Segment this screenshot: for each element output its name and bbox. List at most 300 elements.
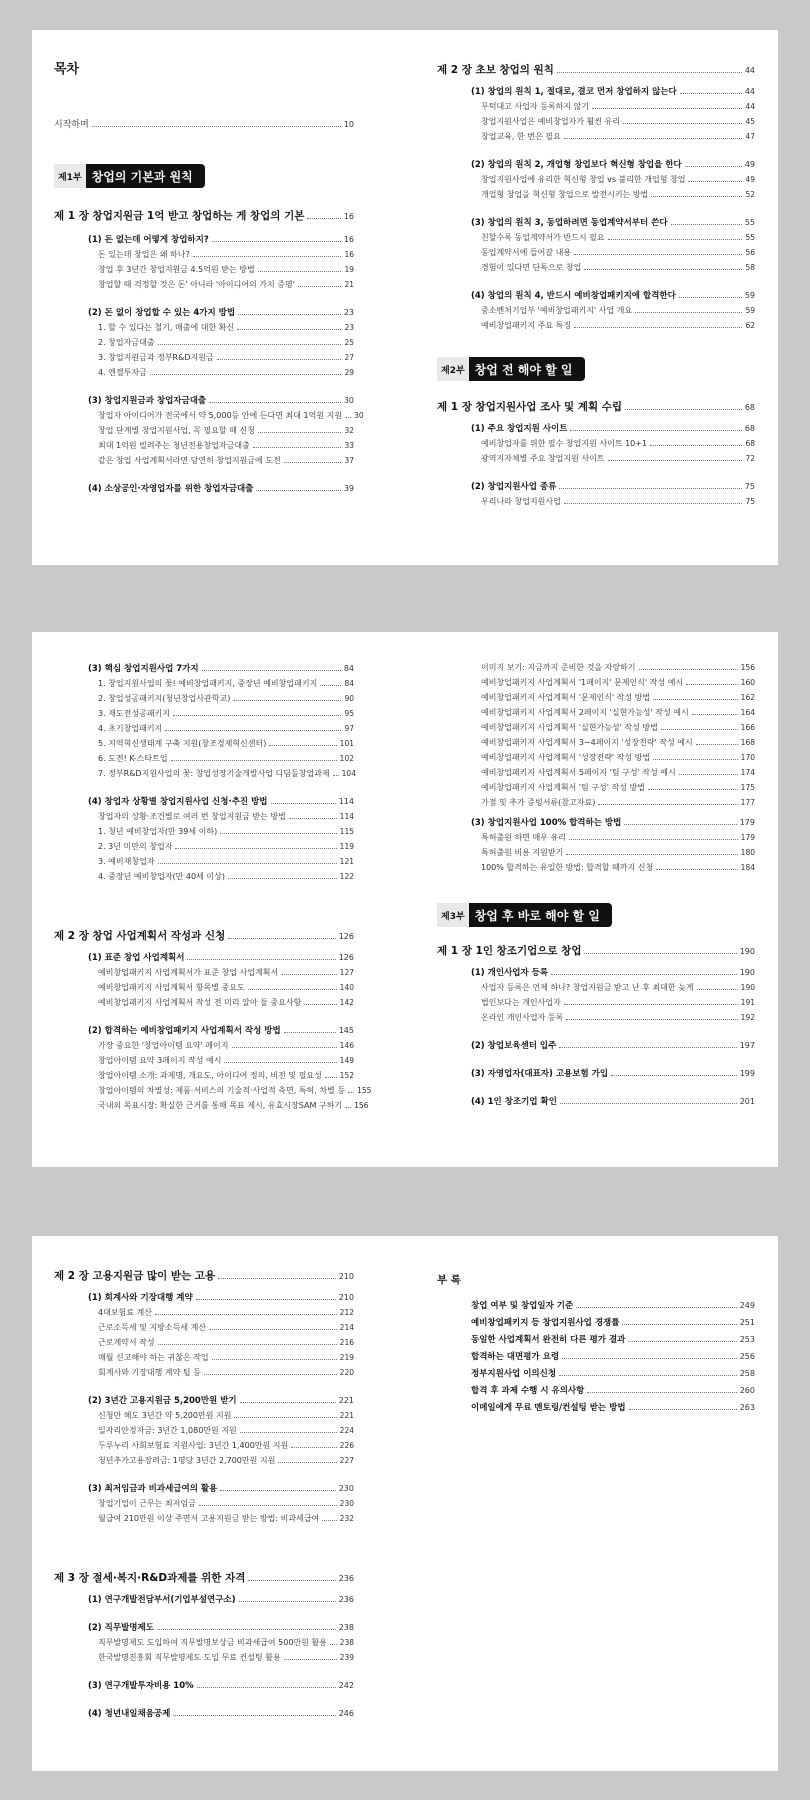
- toc-groups: [88, 233, 364, 494]
- leader-dots: [158, 1344, 337, 1345]
- toc-item-label: 2. 3년 미만의 창업자: [98, 842, 173, 851]
- leader-dots: [271, 803, 336, 804]
- toc-item-page: 27: [344, 353, 354, 362]
- toc-section: [88, 306, 354, 318]
- toc-item: [98, 367, 354, 378]
- toc-groups: [88, 1291, 354, 1524]
- toc-item-label: 두루누리 사회보험료 지원사업: 3년간 1,400만원 지원: [98, 1441, 289, 1450]
- toc-item: [98, 678, 354, 689]
- leader-dots: [173, 1715, 335, 1716]
- toc-item-page: 156: [354, 1101, 369, 1110]
- toc-item: [98, 811, 354, 822]
- toc-item-page: 37: [344, 456, 354, 465]
- leader-dots: [232, 1047, 337, 1048]
- leader-dots: [202, 670, 341, 671]
- toc-item-page: 190: [740, 983, 755, 992]
- toc-section-items: [98, 322, 354, 378]
- leader-dots: [679, 774, 738, 775]
- toc-item-page: 212: [339, 1308, 354, 1317]
- toc-item-label: 3. 예비재창업자: [98, 857, 155, 866]
- toc-item: [481, 982, 755, 993]
- toc-item: [98, 1337, 354, 1348]
- toc-item-page: 33: [344, 441, 354, 450]
- toc-item-page: 221: [339, 1411, 354, 1420]
- toc-item-page: 226: [339, 1441, 354, 1450]
- leader-dots: [686, 684, 738, 685]
- toc-item-page: 101: [339, 739, 354, 748]
- toc-item-page: 191: [740, 998, 755, 1007]
- appendix-item-label: 동일한 사업계획서 완전히 다른 평가 결과: [471, 1335, 626, 1345]
- toc-item-label: 직무발명제도 도입하여 직무발명보상금 비과세급여 500만원 활용: [98, 1638, 327, 1647]
- toc-item: [481, 782, 755, 793]
- leader-dots: [150, 374, 342, 375]
- leader-dots: [209, 1329, 337, 1330]
- toc-item-page: 149: [339, 1056, 354, 1065]
- toc-groups: [88, 951, 372, 1111]
- toc-item-page: 72: [745, 454, 755, 463]
- toc-section-page: 84: [343, 664, 354, 673]
- toc-section: [471, 1067, 755, 1079]
- leader-dots: [155, 1314, 337, 1315]
- toc-item: [481, 262, 755, 273]
- toc-item-page: 119: [339, 842, 354, 851]
- leader-dots: [258, 432, 342, 433]
- toc-item: [98, 410, 364, 421]
- toc-item-label: 창업아이템 소개: 과제명, 개요도, 아이디어 정의, 비전 및 필요성: [98, 1071, 322, 1080]
- leader-dots: [238, 314, 341, 315]
- leader-dots: [158, 344, 342, 345]
- leader-dots: [624, 824, 736, 825]
- toc-section-label: (4) 1인 창조기업 확인: [471, 1097, 557, 1107]
- toc-section: [471, 216, 755, 228]
- toc-item-page: 232: [339, 1514, 354, 1523]
- toc-item-label: 창업지원사업에 유리한 혁신형 창업 vs 불리한 개업형 창업: [481, 175, 686, 184]
- toc-item-label: 4대보험료 계산: [98, 1308, 153, 1317]
- toc-item-label: 온라인 개인사업자 등록: [481, 1013, 564, 1022]
- leader-dots: [171, 760, 337, 761]
- toc-section-page: 49: [744, 160, 755, 169]
- toc-item-label: 사업자 등록은 언제 하나? 창업지원금 받고 난 후 최대한 늦게: [481, 983, 694, 992]
- toc-item: [98, 440, 354, 451]
- toc-item-label: 돈 있는데 창업은 왜 하나?: [98, 250, 190, 259]
- toc-item: [481, 707, 755, 718]
- leader-dots: [196, 1299, 336, 1300]
- toc-section-page: 126: [338, 953, 354, 962]
- leader-dots: [258, 271, 342, 272]
- toc-section-page: 221: [338, 1396, 354, 1405]
- toc-item: [98, 768, 354, 779]
- toc-item: [98, 856, 354, 867]
- toc-item: [98, 1513, 354, 1524]
- toc-item-page: 230: [339, 1499, 354, 1508]
- toc-item: [98, 738, 354, 749]
- toc-section: [88, 1707, 354, 1719]
- toc-item: [481, 662, 755, 673]
- leader-dots: [175, 848, 336, 849]
- toc-item-page: 220: [339, 1368, 354, 1377]
- toc-item-page: 122: [339, 872, 354, 881]
- toc-item-label: 가장 중요한 '창업아이템 요약' 페이지: [98, 1041, 229, 1050]
- toc-section-page: 68: [744, 424, 755, 433]
- toc-item-page: 160: [740, 678, 755, 687]
- toc-item-page: 58: [745, 263, 755, 272]
- toc-section: [471, 816, 755, 828]
- toc-item-label: 1. 청년 예비창업자(만 39세 이하): [98, 827, 218, 836]
- leader-dots: [239, 1601, 336, 1602]
- toc-item-label: 청년추가고용장려금: 1명당 3년간 2,700만원 지원: [98, 1456, 276, 1465]
- chapter-row: 제 1 장 창업지원금 1억 받고 창업하는 게 창업의 기본 16: [54, 210, 354, 222]
- leader-dots: [598, 804, 737, 805]
- toc-item-page: 29: [344, 368, 354, 377]
- toc-item-label: 예비창업패키지 사업계획서 2페이지 '실현가능성' 작성 예시: [481, 708, 689, 717]
- toc-item-page: 30: [354, 411, 364, 420]
- appendix-items: [471, 1299, 755, 1413]
- toc-item: [481, 767, 755, 778]
- toc-item: [481, 496, 755, 507]
- toc-item-page: 180: [740, 848, 755, 857]
- toc-section: [88, 1621, 354, 1633]
- toc-item-page: 156: [740, 663, 755, 672]
- leader-dots: [228, 878, 337, 879]
- toc-item-label: 국내외 목표시장: 확실한 근거를 통해 목표 제시, 유효시장SAM 구하기: [98, 1101, 343, 1110]
- toc-item: [98, 871, 354, 882]
- toc-item-label: 동업계약서에 들어갈 내용: [481, 248, 572, 257]
- toc-item: [98, 425, 354, 436]
- toc-item-label: 예비창업패키지 사업계획서 '팀 구성' 작성 방법: [481, 783, 645, 792]
- part-1-badge: 제1부 창업의 기본과 원칙: [54, 164, 354, 188]
- toc-section-label: (3) 자영업자(대표자) 고용보험 가입: [471, 1069, 609, 1079]
- leader-dots: [560, 1103, 737, 1104]
- leader-dots: [187, 959, 335, 960]
- toc-item: [481, 453, 755, 464]
- appendix-item-label: 정부지원사업 이의신청: [471, 1369, 557, 1379]
- toc-item-label: 법인보다는 개인사업자: [481, 998, 561, 1007]
- toc-section: [88, 1291, 354, 1303]
- leader-dots: [320, 685, 341, 686]
- leader-dots: [608, 460, 743, 461]
- toc-item-label: 같은 창업 사업계획서라면 당연히 창업지원금에 도전: [98, 456, 281, 465]
- leader-dots: [653, 699, 738, 700]
- leader-dots: [158, 863, 337, 864]
- toc-page-1: [32, 30, 778, 565]
- toc-item-label: 6. 도전! K-스타트업: [98, 754, 168, 763]
- toc-section-items: [481, 232, 755, 273]
- toc-section: [88, 662, 354, 674]
- toc-item-label: 4. 중장년 예비창업자(만 40세 이상): [98, 872, 225, 881]
- toc-section: [88, 233, 354, 245]
- toc-item-label: 예비창업자를 위한 필수 창업지원 사이트 10+1: [481, 439, 648, 448]
- leader-dots: [193, 256, 342, 257]
- leader-dots: [240, 1402, 336, 1403]
- toc-section-label: (1) 표준 창업 사업계획서: [88, 953, 185, 963]
- toc-section-page: 230: [338, 1484, 354, 1493]
- toc-section-items: [98, 811, 354, 882]
- toc-item-label: 100% 합격하는 유일한 방법: 합격할 때까지 신청: [481, 863, 654, 872]
- toc-item-label: 3. 창업지원금과 정부R&D지원금: [98, 353, 214, 362]
- toc-section: [88, 1593, 354, 1605]
- toc-item-page: 59: [745, 306, 755, 315]
- toc-item: [481, 832, 755, 843]
- toc-item: [98, 1085, 372, 1096]
- toc-section-page: 242: [338, 1681, 354, 1690]
- toc-section-page: 59: [744, 291, 755, 300]
- toc-section-label: (4) 창업의 원칙 4, 반드시 예비창업패키지에 합격한다: [471, 291, 676, 301]
- toc-item: [481, 320, 755, 331]
- toc-item: [481, 131, 755, 142]
- leader-dots: [623, 123, 742, 124]
- toc-item-page: 52: [745, 190, 755, 199]
- toc-item: [98, 1498, 354, 1509]
- toc-item: [481, 101, 755, 112]
- leader-dots: [574, 254, 742, 255]
- toc-item-label: 창업지원사업은 예비창업자가 훨씬 유리: [481, 117, 621, 126]
- toc-item-label: 창업할 때 걱정할 것은 돈' 아니라 '아이디어의 가치 증명': [98, 280, 295, 289]
- leader-dots: [173, 715, 341, 716]
- toc-item: [481, 247, 755, 258]
- appendix-item-page: 258: [739, 1369, 755, 1378]
- toc-item-page: 84: [344, 679, 354, 688]
- toc-section-page: 201: [739, 1097, 755, 1106]
- leader-dots: [217, 359, 342, 360]
- toc-item: [98, 1637, 354, 1648]
- toc-item-label: 창업교육, 한 번은 필요: [481, 132, 561, 141]
- leader-dots: [199, 1505, 337, 1506]
- leader-dots: [608, 239, 743, 240]
- toc-item: [98, 455, 354, 466]
- toc-item-page: 75: [745, 497, 755, 506]
- toc-item: [98, 841, 354, 852]
- leader-dots: [284, 462, 342, 463]
- toc-section-items: [481, 496, 755, 507]
- toc-item-label: 예비창업패키지 사업계획서 '성장전략' 작성 방법: [481, 753, 651, 762]
- toc-item: [98, 1455, 354, 1466]
- leader-dots: [680, 93, 742, 94]
- toc-item-page: 16: [344, 250, 354, 259]
- appendix-item: [471, 1367, 755, 1379]
- toc-item-page: 177: [740, 798, 755, 807]
- appendix-item-page: 263: [739, 1403, 755, 1412]
- toc-item: [481, 847, 755, 858]
- leader-dots: [679, 297, 742, 298]
- toc-item: [481, 722, 755, 733]
- toc-section-label: (2) 직무발명제도: [88, 1623, 154, 1633]
- toc-item: [98, 1652, 354, 1663]
- leader-dots: [564, 1004, 738, 1005]
- toc-item-page: 45: [745, 117, 755, 126]
- chapter-row: 제 2 장 고용지원금 많이 받는 고용 210: [54, 1270, 354, 1282]
- toc-item-label: 예비창업패키지 사업계획서 5페이지 '팀 구성' 작성 예시: [481, 768, 676, 777]
- toc-item-page: 146: [339, 1041, 354, 1050]
- toc-section-items: [98, 678, 354, 779]
- toc-item-label: 신청만 해도 3년간 약 5,200만원 지원: [98, 1411, 232, 1420]
- toc-item-label: 예비창업패키지 사업계획서가 표준 창업 사업계획서: [98, 968, 279, 977]
- toc-item: [98, 753, 354, 764]
- toc-intro-row: 시작하며 10: [54, 120, 354, 130]
- appendix-item: [471, 1316, 755, 1328]
- toc-section-items: [481, 101, 755, 142]
- toc-item: [481, 737, 755, 748]
- toc-item: [98, 1070, 354, 1081]
- toc-section-items: [481, 438, 755, 464]
- toc-section-page: 23: [343, 308, 354, 317]
- toc-section: [88, 1482, 354, 1494]
- toc-item-page: 21: [344, 280, 354, 289]
- toc-section-label: (2) 창업보육센터 입주: [471, 1041, 557, 1051]
- toc-item-page: 168: [740, 738, 755, 747]
- toc-section-items: [98, 967, 354, 1008]
- toc-item-page: 115: [339, 827, 354, 836]
- toc-item-page: 121: [339, 857, 354, 866]
- toc-section: [471, 1095, 755, 1107]
- toc-item: [98, 322, 354, 333]
- leader-dots: [569, 839, 738, 840]
- toc-item-label: 근로소득세 및 지방소득세 계산: [98, 1323, 207, 1332]
- appendix-item-label: 예비창업패키지 등 창업지원사업 경쟁률: [471, 1318, 620, 1328]
- leader-dots: [204, 1374, 337, 1375]
- leader-dots: [622, 1324, 736, 1325]
- toc-item-label: 2. 창업성공패키지(청년창업사관학교): [98, 694, 231, 703]
- toc-item: [481, 997, 755, 1008]
- leader-dots: [237, 329, 341, 330]
- leader-dots: [304, 1004, 336, 1005]
- toc-section-page: 197: [739, 1041, 755, 1050]
- appendix-item-label: 합격하는 대면평가 요령: [471, 1352, 560, 1362]
- leader-dots: [566, 854, 737, 855]
- toc-item: [98, 708, 354, 719]
- leader-dots: [291, 1447, 336, 1448]
- toc-item-page: 152: [339, 1071, 354, 1080]
- chapter-row: 제 1 장 1인 창조기업으로 창업 190: [437, 945, 755, 957]
- leader-dots: [576, 1307, 737, 1308]
- leader-dots: [220, 1490, 335, 1491]
- appendix-item: [471, 1384, 755, 1396]
- toc-item-label: 한국발명진흥회 직무발명제도 도입 무료 컨설팅 활용: [98, 1653, 281, 1662]
- toc-section-items: [98, 249, 354, 290]
- toc-section-items: [98, 1040, 372, 1111]
- appendix-item: [471, 1333, 755, 1345]
- appendix-heading: 부 록: [437, 1274, 461, 1286]
- toc-item: [98, 693, 354, 704]
- toc-item-label: 예비창업패키지 사업계획서 항목별 중요도: [98, 983, 245, 992]
- leader-dots: [570, 430, 741, 431]
- toc-page-3: [32, 1236, 778, 1771]
- leader-dots: [653, 759, 738, 760]
- toc-section-items: [98, 1498, 354, 1524]
- toc-item-label: 경험이 있다면 단독으로 창업: [481, 263, 582, 272]
- toc-item: [98, 249, 354, 260]
- leader-dots: [592, 108, 742, 109]
- toc-item-label: 창업아이템 요약 3페이지 작성 예시: [98, 1056, 222, 1065]
- toc-item: [98, 982, 354, 993]
- leader-dots: [692, 714, 738, 715]
- toc-section: [88, 951, 354, 963]
- leader-dots: [587, 1392, 736, 1393]
- toc-item-page: 47: [745, 132, 755, 141]
- leader-dots: [157, 1629, 336, 1630]
- toc-item-label: 최대 1억원 빌려주는 청년전용창업자금대출: [98, 441, 250, 450]
- leader-dots: [635, 312, 742, 313]
- toc-item-page: 166: [740, 723, 755, 732]
- toc-section-page: 190: [739, 968, 755, 977]
- toc-section: [88, 394, 354, 406]
- toc-page-1-left: [54, 58, 364, 494]
- toc-item: [98, 352, 354, 363]
- toc-section-label: (1) 돈 없는데 어떻게 창업하지?: [88, 235, 209, 245]
- toc-item-label: 특허출원 비용 지원받기: [481, 848, 564, 857]
- toc-item: [98, 967, 354, 978]
- toc-item-label: 2. 창업자금대출: [98, 338, 155, 347]
- toc-item-label: 3. 재도전성공패키지: [98, 709, 170, 718]
- toc-item-label: 근로계약서 작성: [98, 1338, 155, 1347]
- toc-item-label: 친할수록 동업계약서가 반드시 필요: [481, 233, 605, 242]
- leader-dots: [628, 1341, 736, 1342]
- toc-item-page: 239: [339, 1653, 354, 1662]
- toc-page-3-right: [437, 1268, 755, 1413]
- leader-dots: [345, 1107, 351, 1108]
- toc-section-page: 199: [739, 1069, 755, 1078]
- toc-item-page: 19: [344, 265, 354, 274]
- leader-dots: [559, 488, 742, 489]
- chapter-row: 제 2 장 창업 사업계획서 작성과 신청 126: [54, 930, 354, 942]
- leader-dots: [574, 327, 742, 328]
- toc-item: [98, 1100, 369, 1111]
- chapter-row: 제 2 장 초보 창업의 원칙 44: [437, 64, 755, 76]
- toc-item-label: 창업기업이 근무는 최저임금: [98, 1499, 196, 1508]
- toc-section: [88, 482, 354, 494]
- toc-item: [98, 1352, 354, 1363]
- toc-section-label: (1) 연구개발전담부서(기업부설연구소): [88, 1595, 236, 1605]
- toc-item-page: 175: [740, 783, 755, 792]
- toc-section-label: (4) 청년내일채움공제: [88, 1709, 171, 1719]
- toc-item: [98, 826, 354, 837]
- toc-item-label: 광역지자체별 주요 창업지원 사이트: [481, 454, 605, 463]
- toc-item-page: 184: [740, 863, 755, 872]
- toc-item: [98, 723, 354, 734]
- toc-item-label: 특허출원 하면 매우 유리: [481, 833, 566, 842]
- leader-dots: [559, 1375, 737, 1376]
- toc-item: [481, 189, 755, 200]
- toc-section-page: 30: [343, 396, 354, 405]
- toc-item-label: 예비창업패키지 사업계획서 '1페이지' 문제인식' 작성 예시: [481, 678, 684, 687]
- leader-dots: [212, 1359, 337, 1360]
- leader-dots: [234, 1417, 336, 1418]
- leader-dots: [696, 744, 738, 745]
- toc-section-label: (1) 회계사와 기장대행 계약: [88, 1293, 193, 1303]
- toc-item-label: 일자리안정자금: 3년간 1,080만원 지원: [98, 1426, 237, 1435]
- toc-item-label: 예비창업패키지 사업계획서 '문제인식' 작성 방법: [481, 693, 651, 702]
- toc-item-label: 창업 후 3년간 창업지원금 4.5억원 받는 방법: [98, 265, 255, 274]
- toc-item-label: 4. 엔젤투자금: [98, 368, 147, 377]
- toc-section-label: (3) 최저임금과 비과세급여의 활용: [88, 1484, 218, 1494]
- toc-section: [471, 158, 755, 170]
- toc-item-page: 214: [339, 1323, 354, 1332]
- toc-item-page: 170: [740, 753, 755, 762]
- toc-item-label: 7. 정부R&D지원사업의 꽃: 창업성장기술개발사업 디딤돌창업과제: [98, 769, 330, 778]
- toc-item: [98, 1367, 354, 1378]
- leader-dots: [209, 402, 341, 403]
- leader-dots: [685, 166, 742, 167]
- appendix-item-label: 창업 여부 및 창업일자 기준: [471, 1301, 574, 1311]
- toc-item: [481, 752, 755, 763]
- leader-dots: [650, 445, 742, 446]
- toc-page-2: [32, 632, 778, 1167]
- toc-item-page: 216: [339, 1338, 354, 1347]
- toc-section-items: [98, 410, 364, 466]
- toc-item: [481, 1012, 755, 1023]
- toc-section-page: 238: [338, 1623, 354, 1632]
- leader-dots: [564, 138, 743, 139]
- toc-item: [481, 677, 755, 688]
